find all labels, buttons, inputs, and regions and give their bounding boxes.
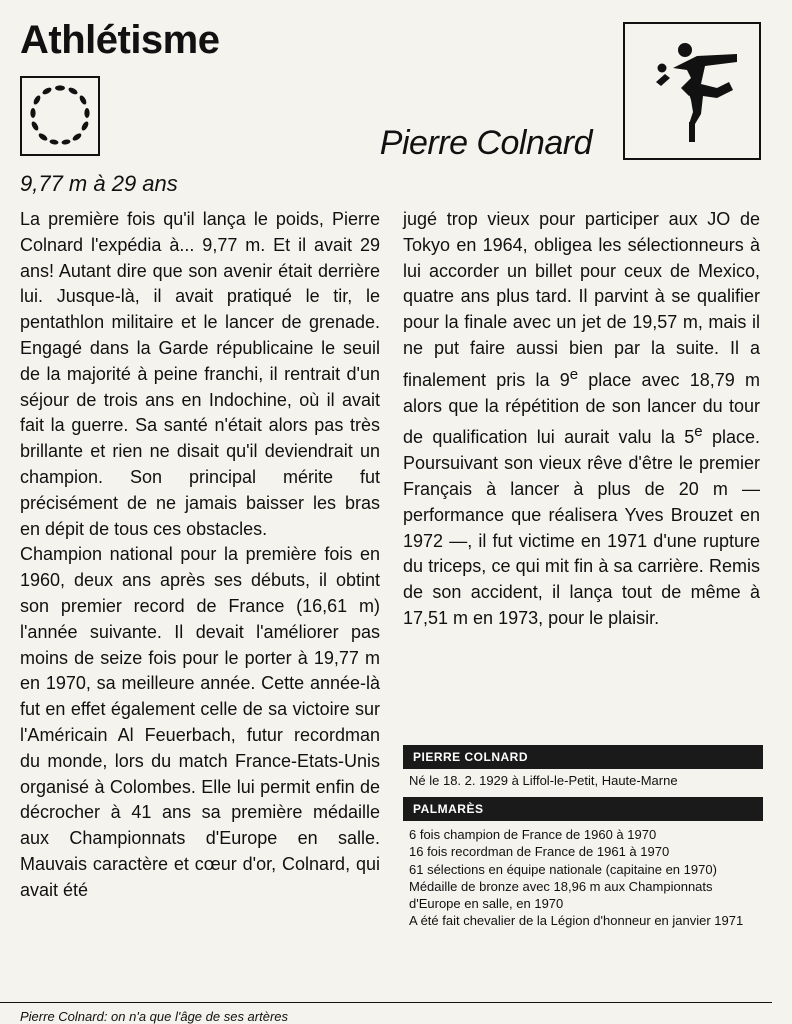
ordinal-suffix: e: [569, 365, 579, 383]
paragraph: La première fois qu'il lança le poids, Pierre Colnard l'expédia à... 9,77 m. Et il avait 29 ans! Autant dire que son avenir était derrière lui. Jusque-là, il avait pratiqué le tir, le pentathlon militaire et le lancer de grenade. Engagé dans la Garde républicaine le seuil de la majorité à peine franchi, il rentrait d'un séjour de trois ans en Indochine, où il avait fait la guerre. Sa santé n'était alors pas très brillante et rien ne disait qu'il deviendrait un champion. Son principal mérite fut précisément de ne jamais baisser les bras en dépit de tous ces obstacles.: [20, 209, 380, 539]
list-item: Médaille de bronze avec 18,96 m aux Championnats d'Europe en salle, en 1970: [409, 878, 713, 912]
paragraph: Champion national pour la première fois en 1960, deux ans après ses débuts, il obtint son premier record de France (16,61 m) l'année suivante. Il devait l'améliorer pas moins de seize fois pour le porter à 19,77 m en 1970, sa meilleure année. Cette année-là fut en effet également celle de sa victoire sur l'Américain Al Feuerbach, futur recordman du monde, lors du match France-Etats-Unis organisé à Colombes. Elle lui permit enfin de décrocher à 41 ans sa première médaille aux Championnats d'Europe en salle. Mauvais caractère et cœur d'or, Colnard, qui avait été: [20, 544, 380, 900]
athlete-name: Pierre Colnard: [379, 124, 592, 162]
text-run: place. Poursuivant son vieux rêve d'être le premier Français à lancer à plus de 20 m — performance que réalisera Yves Brouzet en 1972 —, il fut victime en 1971 d'une rupture du triceps, ce qui mit fin à sa carrière. Remis de son accident, il lança tout de même à 17,51 m en 1973, pour le plaisir.: [403, 427, 760, 628]
article-column-right: [403, 207, 760, 632]
list-item: A été fait chevalier de la Légion d'honneur en janvier 1971: [409, 913, 744, 929]
palmares-header: PALMARÈS: [403, 797, 763, 821]
article-column-left: [20, 207, 380, 904]
list-item: 6 fois champion de France de 1960 à 1970: [409, 827, 657, 842]
article-subtitle: 9,77 m à 29 ans: [20, 171, 178, 196]
photo-caption: Pierre Colnard: on n'a que l'âge de ses artères: [20, 1009, 289, 1024]
sport-pictogram-frame: [623, 22, 761, 160]
footer-divider: [0, 1002, 772, 1003]
infobox-name-header: PIERRE COLNARD: [403, 745, 763, 769]
list-item: 16 fois recordman de France de 1961 à 1970: [409, 844, 670, 860]
text-run: place avec 18,79 m alors que la répétition de son lancer du tour de qualification lui aurait valu la 5: [403, 369, 760, 448]
birth-info: Né le 18. 2. 1929 à Liffol-le-Petit, Haute-Marne: [409, 773, 678, 788]
text-run: jugé trop vieux pour participer aux JO de Tokyo en 1964, obligea les sélectionneurs à lui accorder un billet pour ceux de Mexico, quatre ans plus tard. Il parvint à se qualifier pour la finale avec un jet de 19,57 m, mais il ne put faire aussi bien par la suite. Il a finalement pris la 9: [403, 209, 760, 390]
palmares-list: [409, 826, 764, 930]
laurel-wreath-icon: [22, 78, 98, 154]
ordinal-suffix: e: [694, 423, 703, 441]
list-item: 61 sélections en équipe nationale (capitaine en 1970): [409, 861, 717, 877]
page-title: Athlétisme: [20, 18, 220, 62]
shot-put-pictogram-icon: [625, 24, 759, 158]
emblem-frame: [20, 76, 100, 156]
paragraph: [403, 207, 760, 632]
